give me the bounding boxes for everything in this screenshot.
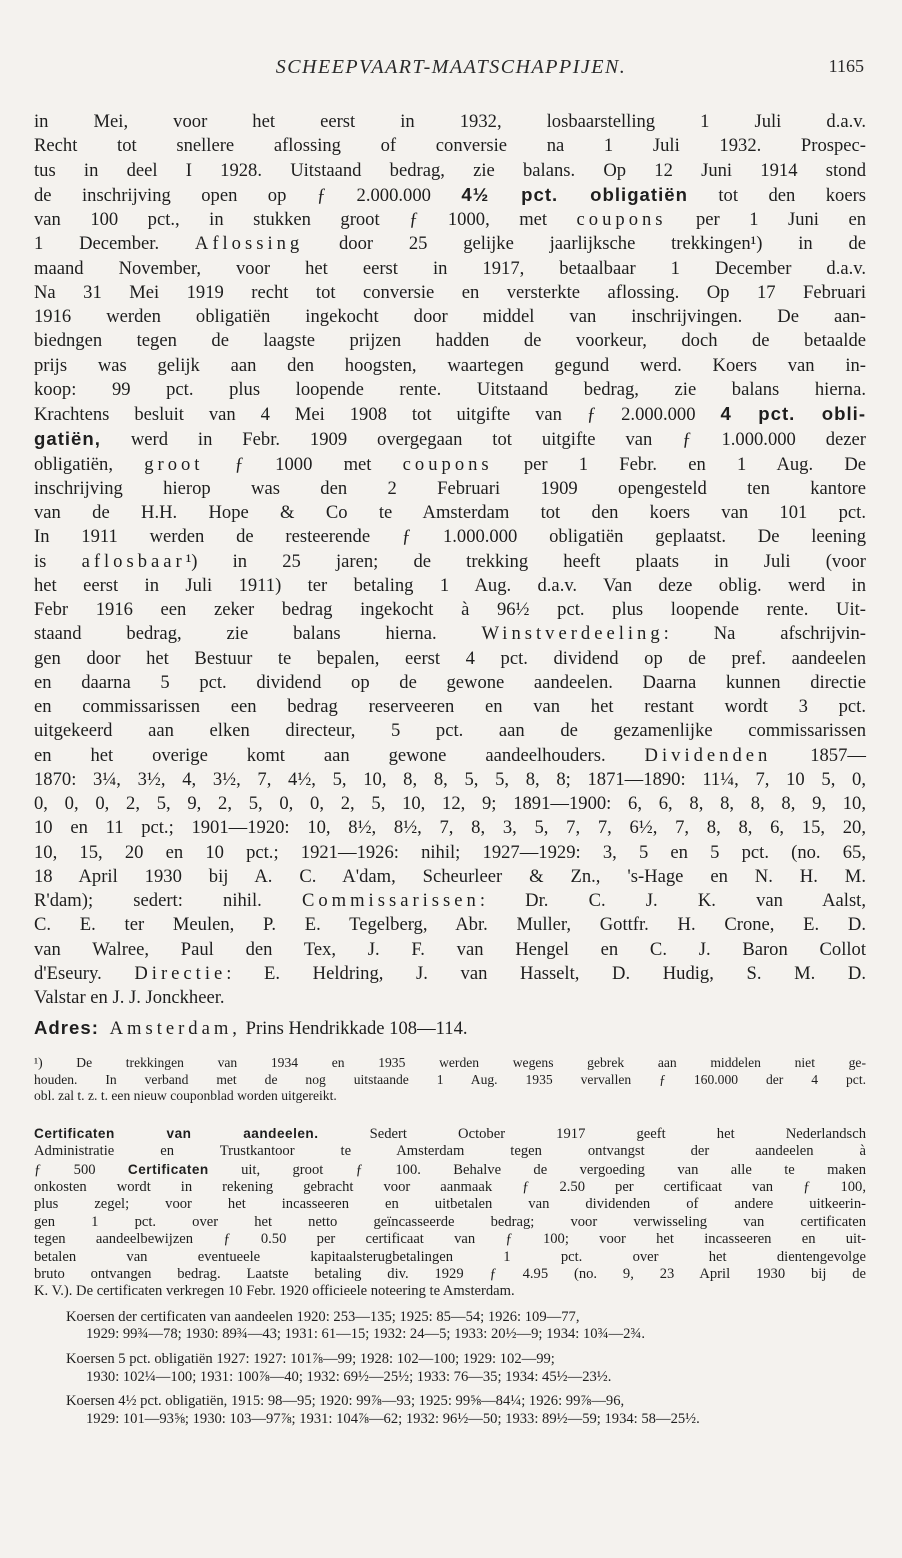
price-block [34,1393,866,1428]
text-line: van Walree, Paul den Tex, J. F. van Hengel en C. J. Baron Collot [34,938,866,960]
text-line: 1 December. Aflossing door 25 gelijke jaarlijksche trekkingen¹) in de [34,233,866,255]
text-line: C. E. ter Meulen, P. E. Tegelberg, Abr. Muller, Gottfr. H. Crone, E. D. [34,914,866,936]
spaced-term: groot [144,453,204,475]
cert-line: tegen aandeelbewijzen ƒ 0.50 per certificaat van ƒ 100; voor het incasseeren en uit- [34,1231,866,1248]
address-street: Prins Hendrikkade 108—114. [245,1018,468,1040]
price-line: 1930: 102¼—100; 1931: 100⅞—40; 1932: 69½—25½; 1933: 76—35; 1934: 45½—23½. [86,1368,612,1385]
bold-term: 4 pct. obli- [720,403,867,424]
cert-line: bruto ontvangen bedrag. Laatste betaling div. 1929 ƒ 4.95 (no. 9, 23 April 1930 bij de [34,1266,866,1282]
text-line: en daarna 5 pct. dividend op de gewone aandeelen. Daarna kunnen directie [34,671,866,693]
text-line: de inschrijving open op ƒ 2.000.000 4½ pct. obligatiën tot den koers [34,183,866,206]
text-line: van de H.H. Hope & Co te Amsterdam tot den koers van 101 pct. [34,502,866,523]
spaced-term: coupons [576,209,667,230]
price-title: Koersen 4½ pct. obligatiën, 1915: 98—95; 1920: 99⅞—93; 1925: 99⅝—84¼; 1926: 99⅞—96, [66,1393,625,1410]
price-line: 1929: 101—93⅝; 1930: 103—97⅞; 1931: 104⅞—62; 1932: 96½—50; 1933: 89½—59; 1934: 58—25½. [86,1410,700,1427]
page-number: 1165 [828,56,864,76]
heading-term: Certificaten van aandeelen. [34,1125,319,1141]
text-line: het eerst in Juli 1911) ter betaling 1 Aug. d.a.v. Van deze oblig. werd in [34,574,866,596]
text-line: Na 31 Mei 1919 recht tot conversie en versterkte aflossing. Op 17 Februari [34,281,866,303]
bold-term: 4½ pct. obligatiën [461,183,688,205]
bold-term: gatiën, [34,428,101,450]
spaced-term: coupons [402,453,493,475]
text-line: 1870: 3¼, 3½, 4, 3½, 7, 4½, 5, 10, 8, 8, 5, 5, 8, 8; 1871—1890: 11¼, 7, 10 5, 0, [34,768,866,790]
text-line: d'Eseury. Directie: E. Heldring, J. van Hasselt, D. Hudig, S. M. D. [34,962,866,984]
text-line: gen door het Bestuur te bepalen, eerst 4 pct. dividend op de pref. aandeelen [34,647,866,669]
text-line: biedngen tegen de laagste prijzen hadden de voorkeur, doch de betaalde [34,330,866,352]
text-line: 1916 werden obligatiën ingekocht door middel van inschrijvingen. De aan- [34,306,866,327]
cert-line: ƒ 500 Certificaten uit, groot ƒ 100. Behalve de vergoeding van alle te maken [34,1161,866,1178]
cert-line: betalen van eventueele kapitaalsterugbetalingen 1 pct. over het dientengevolge [34,1248,866,1265]
cert-line: gen 1 pct. over het netto geïncasseerde bedrag; voor verwisseling van certificaten [34,1213,866,1230]
text-line: uitgekeerd aan elken directeur, 5 pct. aan de gezamenlijke commissarissen [34,720,866,742]
spaced-term: Dividenden [644,744,772,766]
footnote [34,1055,866,1105]
text-line: maand November, voor het eerst in 1917, betaalbaar 1 December d.a.v. [34,257,866,279]
text-line: Recht tot snellere aflossing of conversie na 1 Juli 1932. Prospec- [34,135,866,157]
text-line: 10 en 11 pct.; 1901—1920: 10, 8½, 8½, 7, 8, 3, 5, 7, 7, 6½, 7, 8, 8, 6, 15, 20, [34,817,866,839]
text-line: Krachtens besluit van 4 Mei 1908 tot uitgifte van ƒ 2.000.000 4 pct. obli- [34,403,867,425]
cert-line: onkosten wordt in rekening gebracht voor aanmaak ƒ 2.50 per certificaat van ƒ 100, [34,1178,866,1195]
spaced-term: Commissarissen [301,890,480,911]
cert-line: plus zegel; voor het incasseeren en uitbetalen van dividenden of andere uitkeerin- [34,1196,866,1213]
text-line: Febr 1916 een zeker bedrag ingekocht à 96½ pct. plus loopende rente. Uit- [34,599,866,620]
footnote-line: houden. In verband met de nog uitstaande 1 Aug. 1935 vervallen ƒ 160.000 der 4 pct. [34,1071,866,1087]
text-line: en commissarissen een bedrag reserveeren en van het restant wordt 3 pct. [34,696,866,717]
footnote-line: obl. zal t. z. t. een nieuw couponblad worden uitgereikt. [34,1088,337,1104]
main-paragraph [34,110,866,1010]
text-line: staand bedrag, zie balans hierna. Winstverdeeling: Na afschrijvin- [34,623,866,645]
price-quotations [34,1309,866,1429]
text-line: en het overige komt aan gewone aandeelhouders. Dividenden 1857— [34,744,866,766]
text-line: In 1911 werden de resteerende ƒ 1.000.000 obligatiën geplaatst. De leening [34,526,866,548]
price-line: 1929: 99¾—78; 1930: 89¾—43; 1931: 61—15; 1932: 24—5; 1933: 20½—9; 1934: 10¾—2¾. [86,1326,646,1343]
text-line: R'dam); sedert: nihil. Commissarissen: Dr. C. J. K. van Aalst, [34,890,866,911]
text-line: inschrijving hierop was den 2 Februari 1909 opengesteld ten kantore [34,477,866,499]
text-line: 0, 0, 0, 2, 5, 9, 2, 5, 0, 0, 2, 5, 10, 12, 9; 1891—1900: 6, 6, 8, 8, 8, 8, 9, 10, [34,793,866,814]
text-line: in Mei, voor het eerst in 1932, losbaarstelling 1 Juli d.a.v. [34,111,866,132]
text-line: van 100 pct., in stukken groot ƒ 1000, met coupons per 1 Juni en [34,209,866,230]
price-title: Koersen der certificaten van aandeelen 1920: 253—135; 1925: 85—54; 1926: 109—77, [66,1308,580,1325]
address-city: Amsterdam, [109,1018,241,1040]
page-body [34,110,866,1435]
address-line [34,1016,866,1041]
price-block [34,1309,866,1344]
text-line: obligatiën, groot ƒ 1000 met coupons per 1 Febr. en 1 Aug. De [34,453,867,475]
cert-line: Administratie en Trustkantoor te Amsterdam tegen ontvangst der aandeelen à [34,1143,866,1160]
text-line: gatiën, werd in Febr. 1909 overgegaan tot uitgifte van ƒ 1.000.000 dezer [34,428,866,451]
price-title: Koersen 5 pct. obligatiën 1927: 1927: 101⅞—99; 1928: 102—100; 1929: 102—99; [66,1351,555,1367]
running-title: SCHEEPVAART-MAATSCHAPPIJEN. [275,56,627,78]
text-line: 18 April 1930 bij A. C. A'dam, Scheurleer & Zn., 's-Hage en N. H. M. [34,865,866,887]
page-header [34,56,868,86]
certificates-paragraph [34,1125,866,1301]
text-line: tus in deel I 1928. Uitstaand bedrag, zie balans. Op 12 Juni 1914 stond [34,159,866,181]
cert-line: Certificaten van aandeelen. Sedert October 1917 geeft het Nederlandsch [34,1125,866,1142]
heading-term: Certificaten [127,1161,209,1177]
spaced-term: Winstverdeeling [481,623,664,645]
text-line: prijs was gelijk aan den hoogsten, waartegen gegund werd. Koers van in- [34,354,866,376]
cert-line: K. V.). De certificaten verkregen 10 Febr. 1920 officieele noteering te Amsterdam. [34,1283,515,1300]
text-line: Valstar en J. J. Jonckheer. [34,987,225,1008]
spaced-term: Aflossing [194,233,304,255]
text-line: koop: 99 pct. plus loopende rente. Uitstaand bedrag, zie balans hierna. [34,378,866,400]
footnote-line: ¹) De trekkingen van 1934 en 1935 werden wegens gebrek aan middelen niet ge- [34,1055,866,1071]
text-line: is aflosbaar¹) in 25 jaren; de trekking heeft plaats in Juli (voor [34,550,866,572]
text-line: 10, 15, 20 en 10 pct.; 1921—1926: nihil; 1927—1929: 3, 5 en 5 pct. (no. 65, [34,841,866,863]
spaced-term: Directie [134,962,227,984]
spaced-term: aflosbaar [81,550,186,572]
address-label: Adres: [34,1017,99,1039]
price-block [34,1351,866,1386]
